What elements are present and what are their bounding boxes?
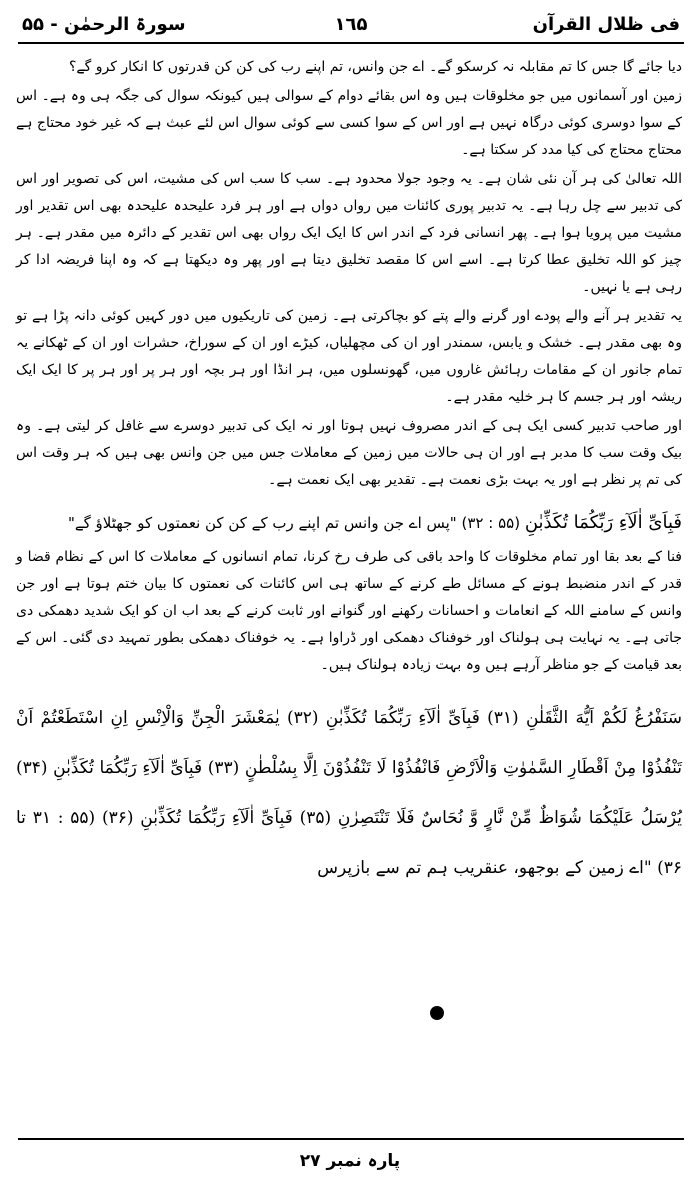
surah-title: سورۃ الرحمٰن - ۵۵ — [22, 14, 186, 35]
ayah-block — [16, 508, 682, 538]
page-header — [18, 6, 684, 44]
paragraph: یہ تقدیر ہر آنے والے پودے اور گرنے والے پتے کو بچاکرتی ہے۔ زمین کی تاریکیوں میں دور کہیں کوئی دانہ پڑا ہے تو وہ بھی مقدر ہے۔ خشک و یابس، سمندر اور ان کی مچھلیاں، کیڑے اور ان کے سوراخ، حشرات اور ان کے ٹھکانے یہ تمام جانور ان کے مقامات رہائش غاروں میں، گھونسلوں میں، ہر انڈا اور ہر بچہ اور ہر پر اور ہر پر کا ایک ایک ریشہ اور ہر جسم کا ہر خلیہ مقدر ہے۔ — [16, 308, 682, 405]
page-number: ۱٦۵ — [334, 14, 368, 35]
paragraph: دیا جائے گا جس کا تم مقابلہ نہ کرسکو گے۔ اے جن وانس، تم اپنے رب کی کن کن قدرتوں کا انکار کرو گے؟ — [69, 59, 682, 75]
book-title: فی ظلال القرآن — [532, 14, 680, 35]
ink-dot — [430, 1006, 444, 1020]
ayah-translation: "پس اے جن وانس تم اپنے رب کے کن کن نعمتوں کو جھٹلاؤ گے" — [67, 514, 457, 532]
page-footer: پارہ نمبر ۲۷ — [299, 1151, 401, 1171]
page-body — [16, 54, 682, 910]
ayah-arabic: فَبِاَیِّ اٰلَآءِ رَبِّکُمَا تُکَذِّبٰنِ — [524, 512, 682, 533]
paragraph: فنا کے بعد بقا اور تمام مخلوقات کا واحد باقی کی طرف رخ کرنا، تمام انسانوں کے معاملات کا اس کے نظام قضا و قدر کے اندر منضبط ہونے کے مسائل طے کرنے کے ساتھ ہی اس کائنات کی نعمتوں کا بیان ختم ہوتا ہے اور جن وانس کے سامنے اللہ کے انعامات و احسانات رکھنے اور گنوانے اور ثابت کرنے کے بعد اب ان کو ایک شدید دھمکی دی جاتی ہے۔ یہ نہایت ہی ہولناک اور خوفناک دھمکی اور ڈراوا ہے۔ یہ خوفناک دھمکی بطور تمہید دی گئی۔ اس کے بعد قیامت کے جو مناظر آرہے ہیں وہ بہت زیادہ ہولناک ہیں۔ — [16, 549, 682, 673]
paragraph: اور صاحب تدبیر کسی ایک ہی کے اندر مصروف نہیں ہوتا اور نہ ایک کی تدبیر دوسرے سے غافل کر لیتی ہے۔ وہ بیک وقت سب کا مدبر ہے اور ان ہی حالات میں زمین کے معاملات جس میں جن وانس بھی ہیں کہ ہر وقت اس کی تم پر نظر ہے اور یہ بہت بڑی نعمت ہے۔ تقدیر بھی ایک نعمت ہے۔ — [16, 418, 682, 488]
ayah-reference: (۵۵ : ۳۲) — [461, 514, 521, 532]
paragraph: زمین اور آسمانوں میں جو مخلوقات ہیں وہ اس بقائے دوام کے سوالی ہیں کیونکہ سوال کی جگہ ہی وہ ہے۔ اس کے سوا دوسری کوئی درگاہ نہیں ہے اور اس کے سوا کسی سے کوئی سوال اس لئے عبث ہے کہ غیر خود محتاج ہے محتاج محتاج کی کیا مدد کر سکتا ہے۔ — [16, 88, 682, 158]
quran-verses: سَنَفْرُغُ لَکُمْ اَیُّهَ الثَّقَلٰنِ (۳۱) فَبِاَیِّ اٰلَآءِ رَبِّکُمَا تُکَذِّبٰنِ (۳۲) یٰمَعْشَرَ الْجِنِّ وَالْاِنْسِ اِنِ اسْتَطَعْتُمْ اَنْ تَنْفُذُوْا مِنْ اَقْطَارِ السَّمٰوٰتِ وَالْاَرْضِ فَانْفُذُوْا لَا تَنْفُذُوْنَ اِلَّا بِسُلْطٰنٍ (۳۳) فَبِاَیِّ اٰلَآءِ رَبِّکُمَا تُکَذِّبٰنِ (۳۴) یُرْسَلُ عَلَیْکُمَا شُوَاظٌ مِّنْ نَّارٍ وَّ نُحَاسٌ فَلَا تَنْتَصِرٰنِ (۳۵) فَبِاَیِّ اٰلَآءِ رَبِّکُمَا تُکَذِّبٰنِ (۳۶) (۵۵ : ۳۱ تا ۳۶) "اے زمین کے بوجھو، عنقریب ہم تم سے بازپرس — [16, 708, 683, 878]
footer-divider — [18, 1138, 684, 1140]
paragraph: اللہ تعالیٰ کی ہر آن نئی شان ہے۔ یہ وجود جولا محدود ہے۔ سب کا سب اس کی مشیت، اس کی تصویر اور اس کی تدبیر سے چل رہا ہے۔ یہ تدبیر پوری کائنات میں رواں دواں ہے اور ہر فرد علیحدہ علیحدہ بھی اس تقدیر اور مشیت میں پرویا ہوا ہے۔ پھر انسانی فرد کے اندر اس کا ایک ایک رواں بھی اس تقدیر کے دائرہ میں مقدر ہے۔ ہر چیز کو اللہ تخلیق عطا کرتا ہے۔ اسے اس کا مقصد تخلیق دیتا ہے اور پھر وہ دیکھتا ہے کہ وہ اپنا فریضہ ادا کر رہی ہے یا نہیں۔ — [16, 171, 682, 295]
